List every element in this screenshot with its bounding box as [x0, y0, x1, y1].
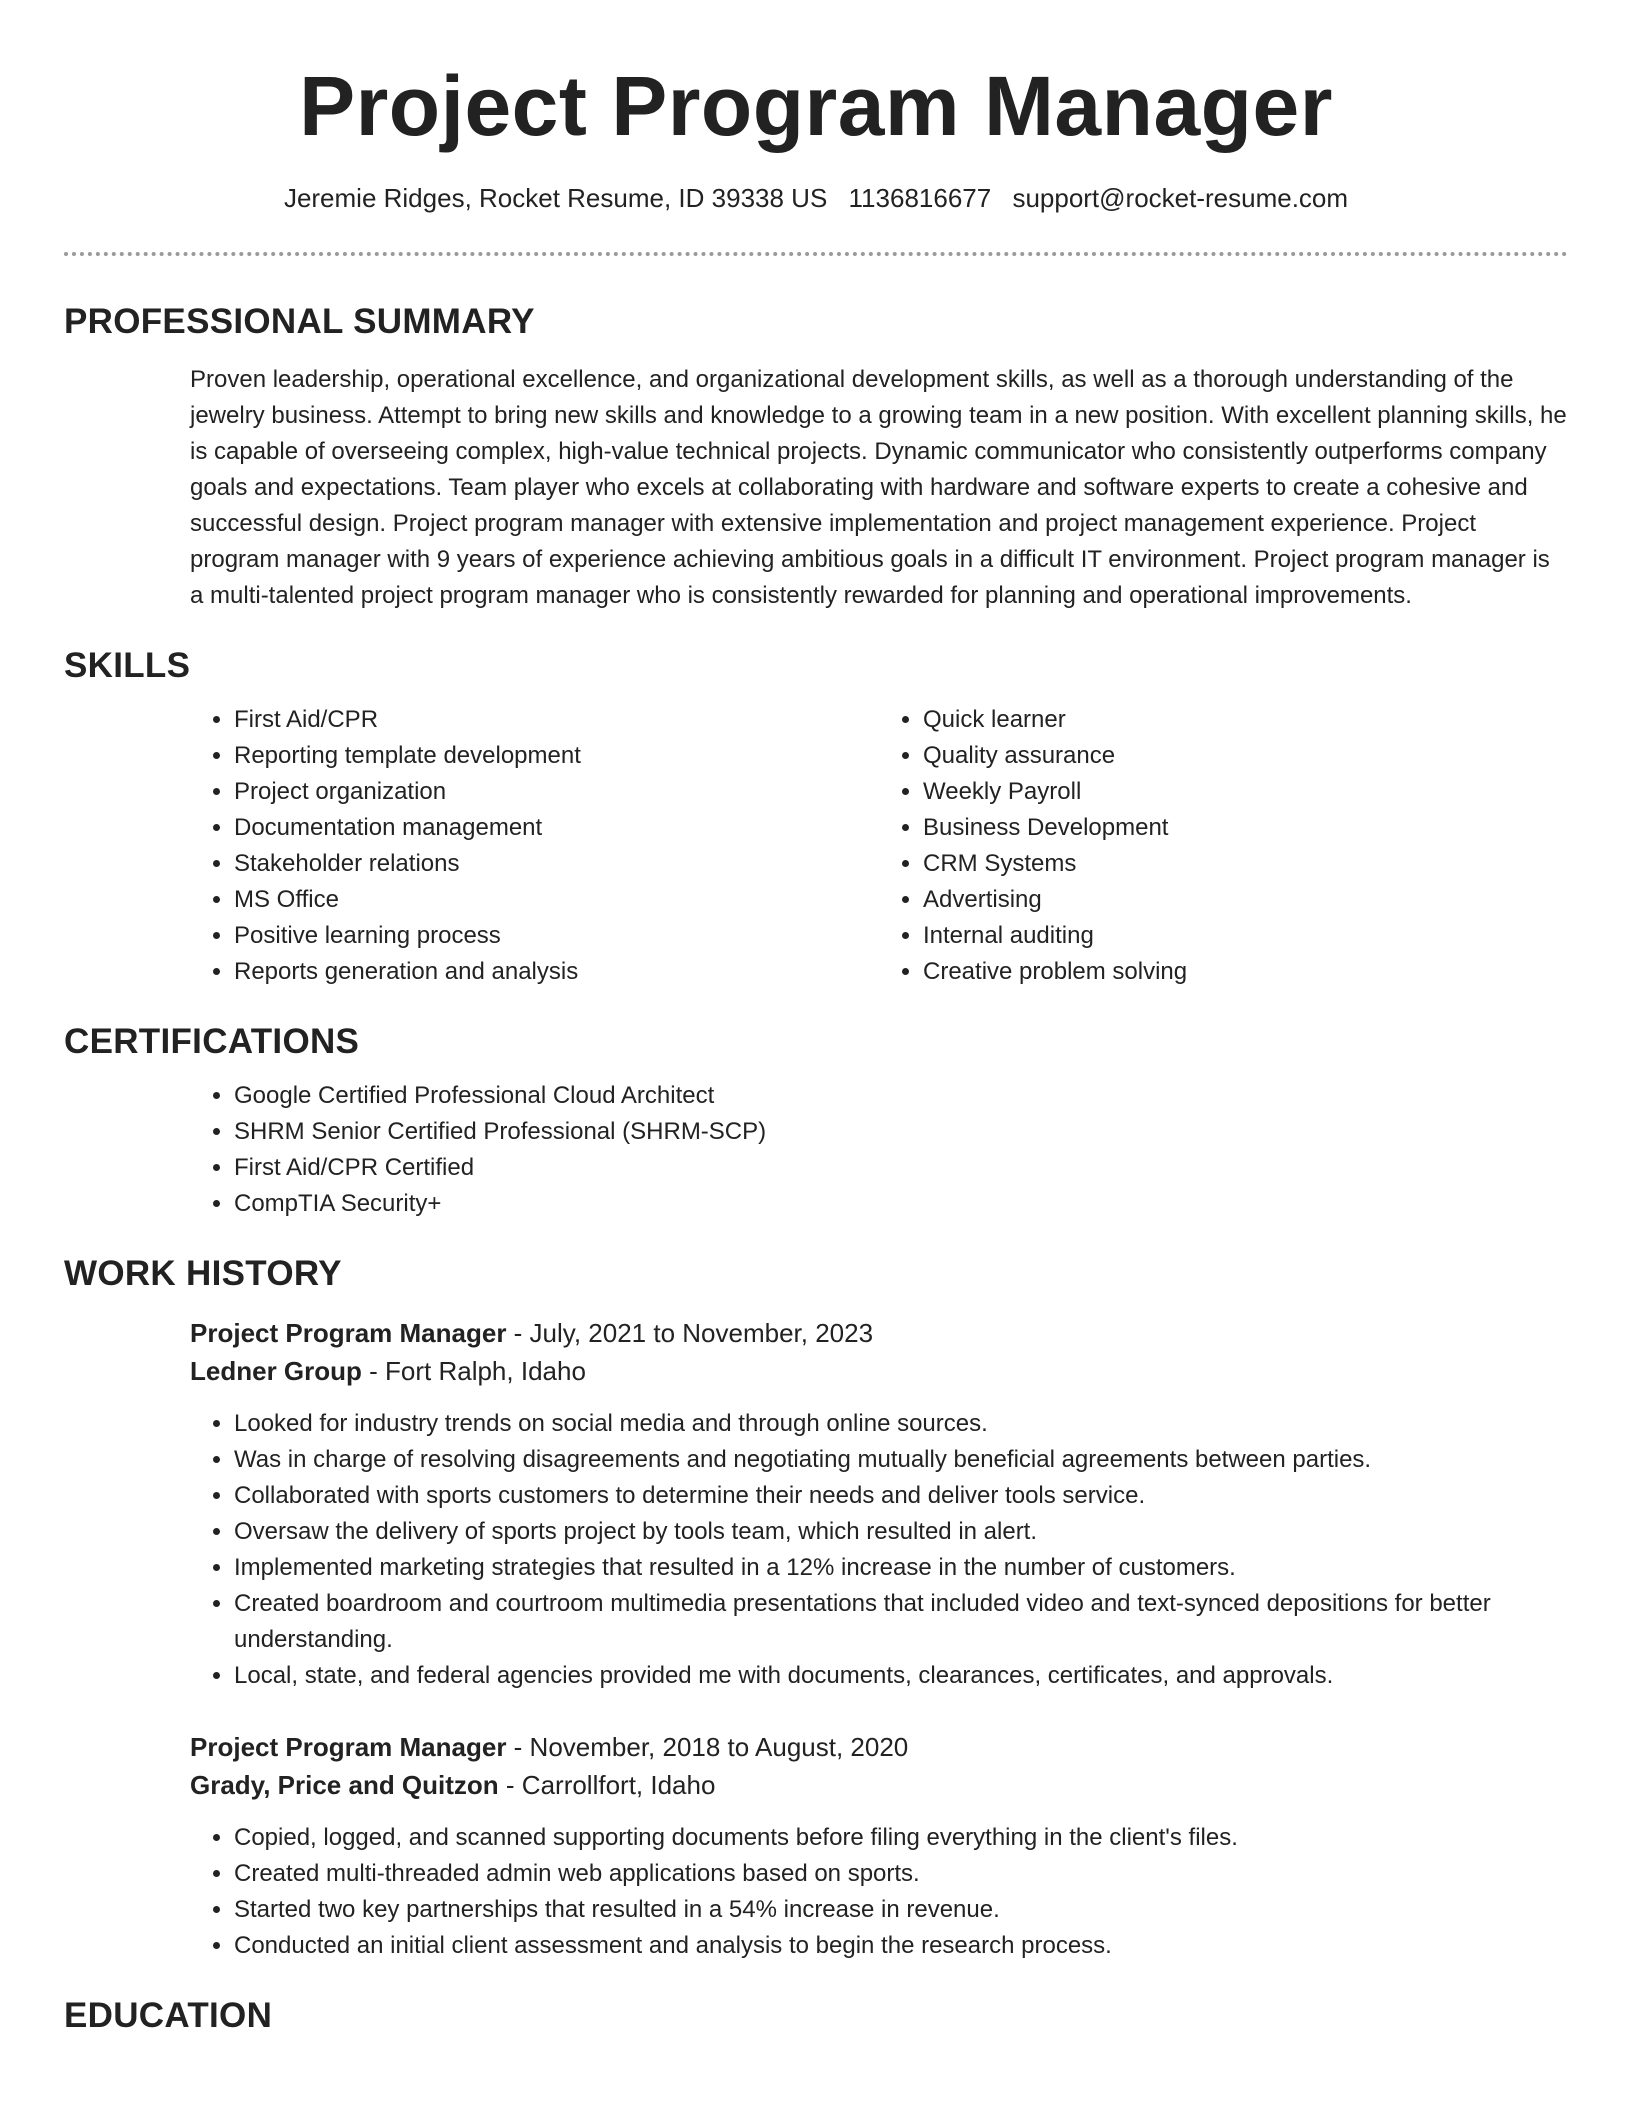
- contact-line: [64, 180, 1568, 216]
- list-item: • Project organization: [234, 774, 879, 810]
- list-item: • MS Office: [234, 882, 879, 918]
- job-company-line: [190, 1766, 1568, 1804]
- list-item: • Business Development: [923, 810, 1568, 846]
- resume-page: [64, 0, 1568, 2038]
- job-title: Project Program Manager: [190, 1732, 507, 1762]
- education-heading: EDUCATION: [64, 1996, 273, 2035]
- certifications-heading: CERTIFICATIONS: [64, 1022, 360, 1061]
- contact-address: Jeremie Ridges, Rocket Resume, ID 39338 US: [283, 183, 828, 213]
- list-item: • SHRM Senior Certified Professional (SHRM-SCP): [234, 1114, 1568, 1150]
- skills-list-left: [190, 702, 879, 990]
- list-item: • Oversaw the delivery of sports project by tools team, which resulted in alert.: [234, 1514, 1568, 1550]
- list-item: • Quality assurance: [923, 738, 1568, 774]
- list-item: • Conducted an initial client assessment and analysis to begin the research process.: [234, 1928, 1568, 1964]
- list-item: • Created multi-threaded admin web applications based on sports.: [234, 1856, 1568, 1892]
- list-item: • Internal auditing: [923, 918, 1568, 954]
- contact-phone: 1136816677: [848, 183, 992, 213]
- skills-list-right: [879, 702, 1568, 990]
- job-company: Ledner Group: [190, 1356, 362, 1386]
- job-entry: [190, 1728, 1568, 1964]
- job-title-line: [190, 1314, 1568, 1352]
- skills-heading: SKILLS: [64, 646, 191, 685]
- summary-text: Proven leadership, operational excellence, and organizational development skills, as well as a thorough understanding of the jewelry business. Attempt to bring new skills and knowledge to a growing team in a new position. With excellent planning skills, he is capable of overseeing complex, high-value technical projects. Dynamic communicator who consistently outperforms company goals and expectations. Team player who excels at collaborating with hardware and software experts to create a cohesive and successful design. Project program manager with extensive implementation and project management experience. Project program manager with 9 years of experience achieving ambitious goals in a difficult IT environment. Project program manager is a multi-talented project program manager who is consistently rewarded for planning and operational improvements.: [190, 366, 1567, 609]
- list-item: • Documentation management: [234, 810, 879, 846]
- list-item: • Google Certified Professional Cloud Architect: [234, 1078, 1568, 1114]
- job-dates: - November, 2018 to August, 2020: [506, 1732, 909, 1762]
- job-dates: - July, 2021 to November, 2023: [506, 1318, 874, 1348]
- list-item: • Collaborated with sports customers to determine their needs and deliver tools service.: [234, 1478, 1568, 1514]
- job-location: - Fort Ralph, Idaho: [361, 1356, 586, 1386]
- contact-email[interactable]: support@rocket-resume.com: [1012, 183, 1349, 213]
- list-item: • First Aid/CPR Certified: [234, 1150, 1568, 1186]
- list-item: • Reporting template development: [234, 738, 879, 774]
- list-item: • Started two key partnerships that resulted in a 54% increase in revenue.: [234, 1892, 1568, 1928]
- job-title-line: [190, 1728, 1568, 1766]
- header-divider: [64, 252, 1568, 256]
- resume-title: Project Program Manager: [299, 59, 1333, 153]
- list-item: • Stakeholder relations: [234, 846, 879, 882]
- list-item: • CRM Systems: [923, 846, 1568, 882]
- job-bullets: [64, 1820, 1568, 1964]
- job-company-line: [190, 1352, 1568, 1390]
- job-entry: [190, 1314, 1568, 1694]
- work-history-heading: WORK HISTORY: [64, 1254, 342, 1293]
- list-item: • Created boardroom and courtroom multimedia presentations that included video and text-synced depositions for better understanding.: [234, 1586, 1568, 1658]
- list-item: • Positive learning process: [234, 918, 879, 954]
- job-bullets: [64, 1406, 1568, 1694]
- job-company: Grady, Price and Quitzon: [190, 1770, 499, 1800]
- list-item: • First Aid/CPR: [234, 702, 879, 738]
- list-item: • Looked for industry trends on social media and through online sources.: [234, 1406, 1568, 1442]
- list-item: • Implemented marketing strategies that resulted in a 12% increase in the number of customers.: [234, 1550, 1568, 1586]
- work-history-section: [64, 1314, 1568, 1964]
- certifications-list: [190, 1078, 1568, 1222]
- list-item: • Local, state, and federal agencies provided me with documents, clearances, certificates, and approvals.: [234, 1658, 1568, 1694]
- list-item: • Reports generation and analysis: [234, 954, 879, 990]
- summary-section: [64, 362, 1568, 614]
- skills-section: [64, 688, 1568, 990]
- list-item: • Quick learner: [923, 702, 1568, 738]
- job-location: - Carrollfort, Idaho: [498, 1770, 716, 1800]
- job-title: Project Program Manager: [190, 1318, 507, 1348]
- list-item: • Copied, logged, and scanned supporting documents before filing everything in the client's files.: [234, 1820, 1568, 1856]
- list-item: • CompTIA Security+: [234, 1186, 1568, 1222]
- list-item: • Creative problem solving: [923, 954, 1568, 990]
- summary-heading: PROFESSIONAL SUMMARY: [64, 302, 535, 341]
- list-item: • Was in charge of resolving disagreements and negotiating mutually beneficial agreements between parties.: [234, 1442, 1568, 1478]
- list-item: • Advertising: [923, 882, 1568, 918]
- list-item: • Weekly Payroll: [923, 774, 1568, 810]
- certifications-section: [64, 1078, 1568, 1222]
